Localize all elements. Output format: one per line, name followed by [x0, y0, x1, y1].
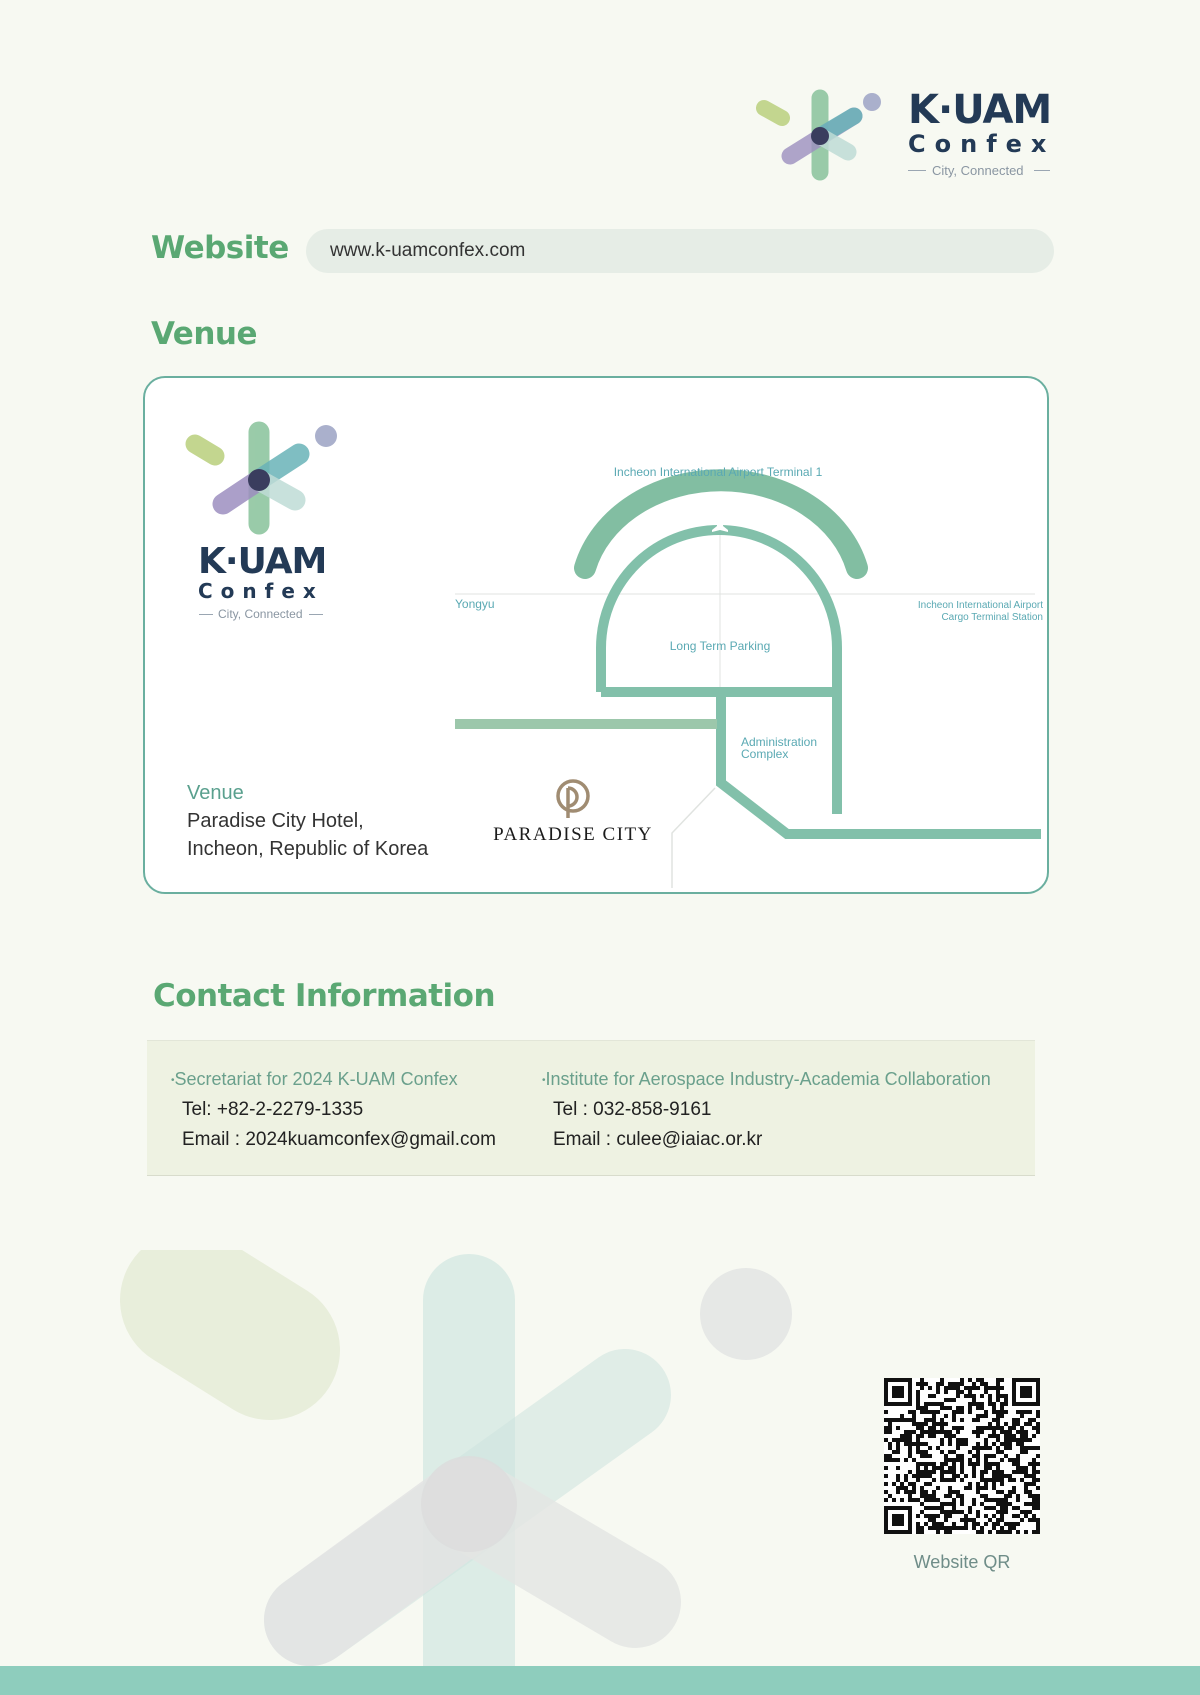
top-logo-tagline: City, Connected — [932, 163, 1024, 178]
contact-entry-name: •Institute for Aerospace Industry-Academia Collaboration — [542, 1069, 991, 1089]
bullet-icon: • — [171, 1074, 175, 1086]
contact-entry-tel: Tel : 032-858-9161 — [553, 1099, 712, 1120]
venue-address-line1: Paradise City Hotel, — [187, 810, 364, 832]
top-logo-tagline-rule-left — [908, 170, 926, 171]
map-label-admin-line1: Administration — [741, 735, 818, 749]
venue-map — [445, 418, 1045, 888]
top-logo-subword: Confex — [908, 130, 1056, 158]
map-label-yongyu: Yongyu — [455, 597, 495, 611]
venue-caption: Venue — [187, 782, 244, 804]
card-logo-tagline-rule-right — [309, 614, 323, 615]
bullet-icon: • — [542, 1074, 546, 1086]
venue-address-line2: Incheon, Republic of Korea — [187, 838, 429, 860]
card-k-uam-symbol-icon — [181, 420, 351, 540]
background-symbol-graphic — [0, 1250, 880, 1695]
website-qr-code[interactable] — [884, 1378, 1040, 1534]
contact-entry-institute — [542, 1069, 991, 1151]
venue-title: Venue — [151, 316, 257, 352]
map-label-cargo-line1: Incheon International Airport — [917, 600, 1043, 611]
top-logo-tagline-rule-right — [1034, 170, 1050, 171]
contact-entry-email[interactable]: Email : 2024kuamconfex@gmail.com — [182, 1129, 496, 1150]
top-logo — [756, 88, 1056, 188]
contact-box — [147, 1040, 1035, 1176]
contact-entry-email[interactable]: Email : culee@iaiac.or.kr — [553, 1129, 763, 1150]
website-title: Website — [151, 230, 289, 266]
contact-entry-tel: Tel: +82-2-2279-1335 — [182, 1099, 364, 1120]
map-label-terminal: Incheon International Airport Terminal 1 — [613, 465, 823, 479]
paradise-city-logo — [558, 781, 588, 818]
k-uam-symbol-icon — [756, 88, 881, 188]
card-logo-subword: Confex — [198, 579, 324, 603]
contact-title: Contact Information — [153, 978, 496, 1014]
card-logo-tagline: City, Connected — [218, 607, 303, 621]
top-logo-wordmark: K·UAM — [908, 87, 1052, 133]
contact-entry-secretariat — [171, 1069, 496, 1151]
south-road — [721, 692, 1041, 834]
website-url[interactable]: www.k-uamconfex.com — [330, 240, 526, 261]
card-logo-wordmark: K·UAM — [198, 541, 327, 582]
contact-entry-name: •Secretariat for 2024 K-UAM Confex — [171, 1069, 458, 1089]
qr-label: Website QR — [913, 1552, 1011, 1572]
footer-bar — [0, 1666, 1200, 1695]
map-label-cargo-line2: Cargo Terminal Station — [941, 612, 1043, 623]
venue-card — [143, 376, 1049, 894]
map-label-admin-line2: Complex — [741, 747, 789, 761]
paradise-city-wordmark: PARADISE CITY — [493, 824, 653, 845]
website-url-box[interactable] — [306, 229, 1054, 273]
map-access-path — [672, 788, 715, 888]
card-logo-tagline-rule-left — [199, 614, 213, 615]
map-label-parking: Long Term Parking — [669, 639, 771, 653]
